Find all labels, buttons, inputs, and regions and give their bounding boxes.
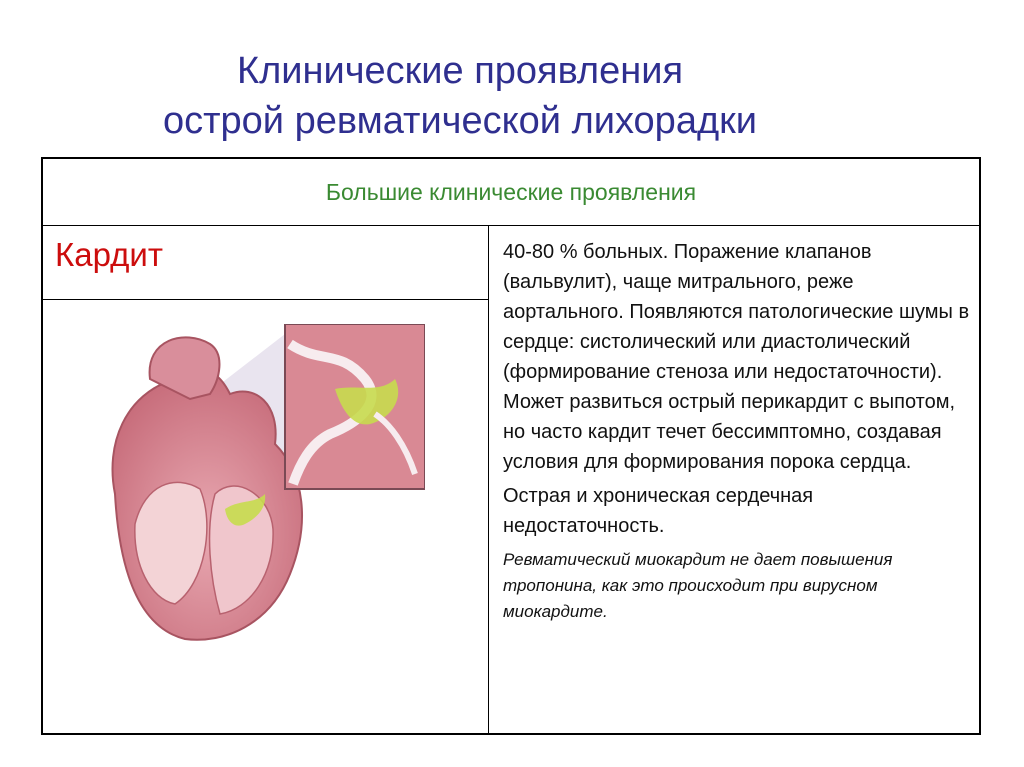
table-header: Большие клинические проявления bbox=[43, 159, 979, 226]
slide-title bbox=[60, 46, 860, 146]
title-line-1: Клинические проявления bbox=[236, 50, 684, 92]
column-divider bbox=[488, 225, 489, 733]
heart-illustration bbox=[105, 324, 425, 649]
heart-failure-paragraph: Острая и хроническая сердечная недостаточность. bbox=[503, 485, 814, 537]
title-line-2: острой ревматической лихорадки bbox=[163, 100, 757, 142]
troponin-note: Ревматический миокардит не дает повышения тропонина, как это происходит при вирусном миокардите. bbox=[503, 550, 893, 621]
row-label-carditis: Кардит bbox=[55, 236, 163, 273]
description-paragraph: 40-80 % больных. Поражение клапанов (вальвулит), чаще митрального, реже аортального. Появляются патологические шумы в сердце: систолический или диастолический (формирование стеноза или недостаточности). Может развиться острый перикардит с выпотом, но часто кардит течет бессимптомно, создавая условия для формирования порока сердца. bbox=[503, 241, 970, 473]
row-divider bbox=[43, 299, 488, 300]
carditis-description bbox=[503, 237, 973, 625]
manifestations-table bbox=[41, 157, 981, 735]
